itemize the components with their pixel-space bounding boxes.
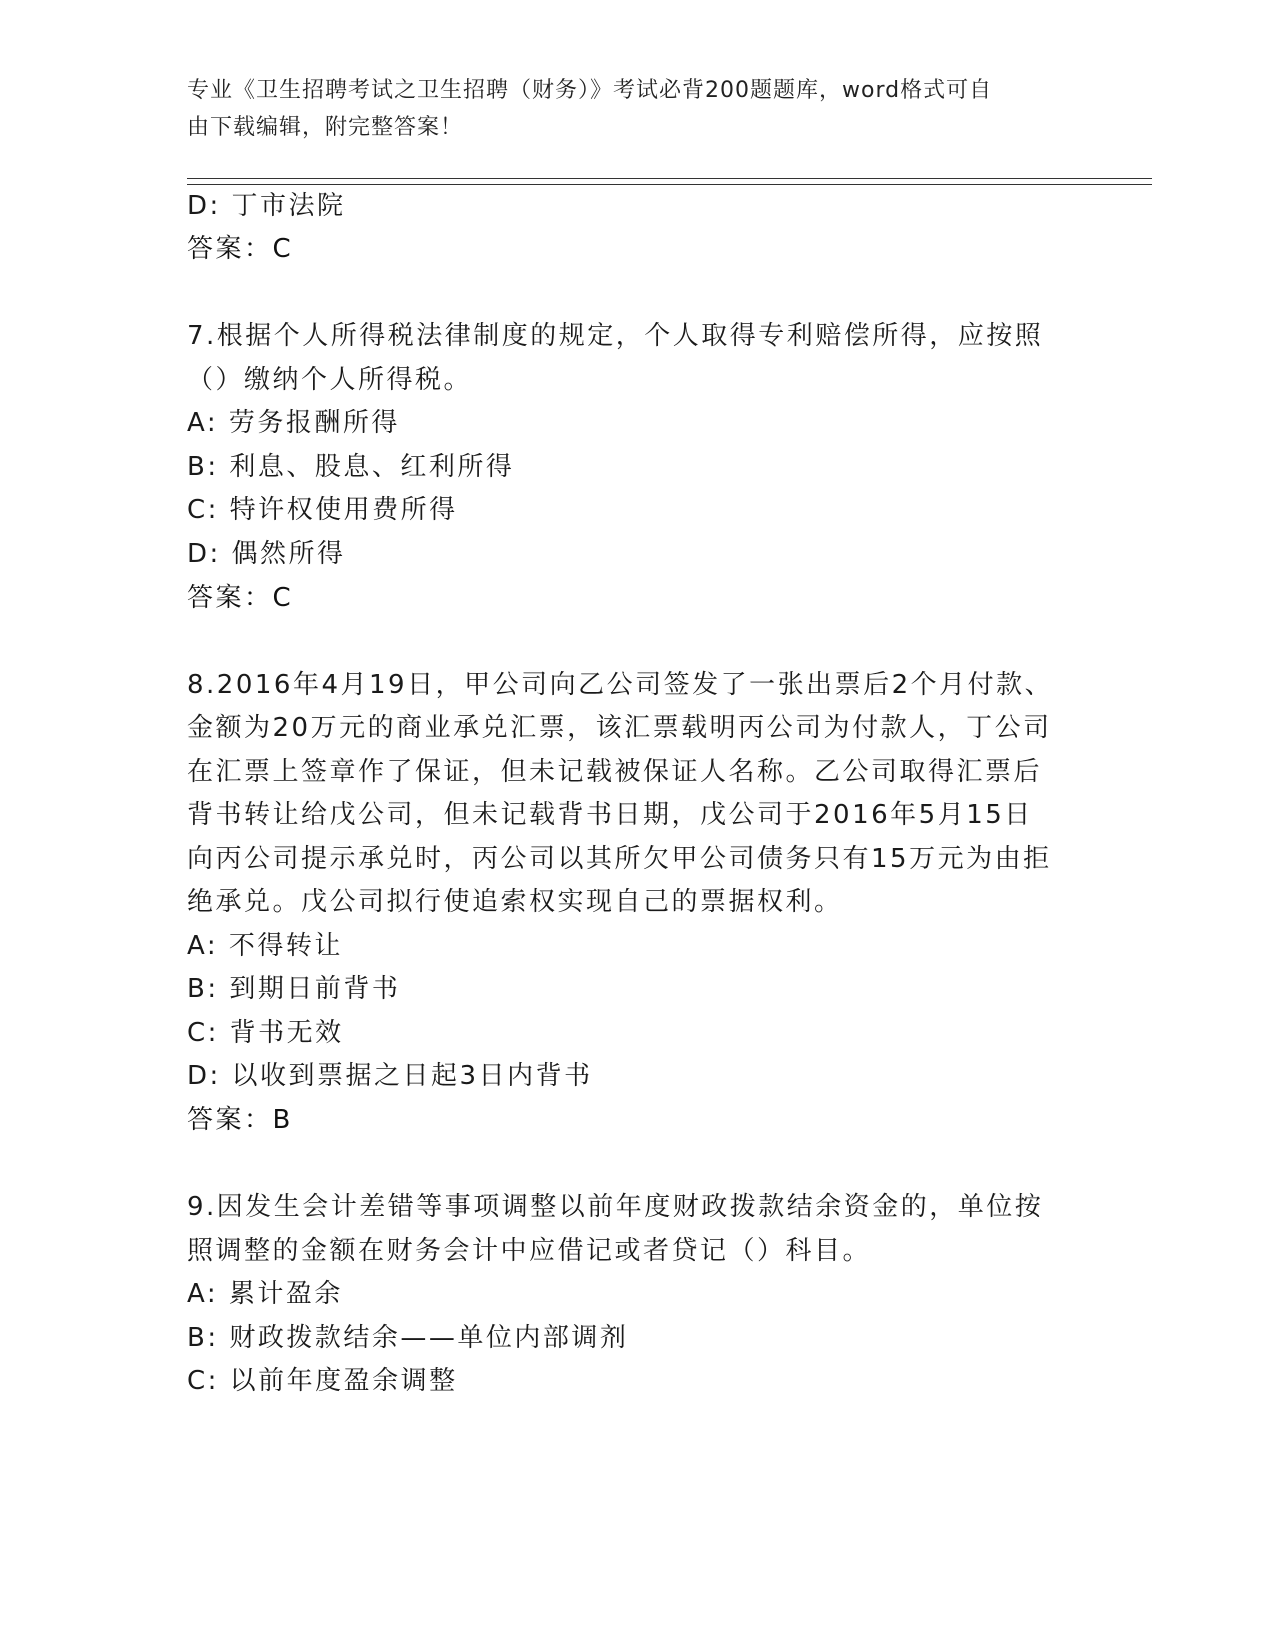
q9-stem-line-1: 9.因发生会计差错等事项调整以前年度财政拨款结余资金的，单位按 xyxy=(187,1192,1044,1222)
q8-stem-line-3: 在汇票上签章作了保证，但未记载被保证人名称。乙公司取得汇票后 xyxy=(187,757,1043,787)
header-rule-top xyxy=(187,178,1152,179)
q9-option-b: B: 财政拨款结余——单位内部调剂 xyxy=(187,1323,629,1353)
q8-answer: 答案：B xyxy=(187,1105,293,1135)
header-line-2: 由下载编辑，附完整答案！ xyxy=(187,115,464,140)
header-rule-bottom xyxy=(187,184,1152,185)
q8-stem-line-1: 8.2016年4月19日，甲公司向乙公司签发了一张出票后2个月付款、 xyxy=(187,670,1054,700)
q8-stem-line-4: 背书转让给戊公司，但未记载背书日期，戊公司于2016年5月15日 xyxy=(187,800,1033,830)
q8-stem-line-2: 金额为20万元的商业承兑汇票，该汇票载明丙公司为付款人，丁公司 xyxy=(187,713,1052,743)
q6-option-d: D: 丁市法院 xyxy=(187,191,346,221)
q8-option-d: D: 以收到票据之日起3日内背书 xyxy=(187,1061,593,1091)
q8-stem-line-6: 绝承兑。戊公司拟行使追索权实现自己的票据权利。 xyxy=(187,887,843,917)
q8-option-a: A: 不得转让 xyxy=(187,931,343,961)
q7-option-d: D: 偶然所得 xyxy=(187,539,346,569)
q7-option-c: C: 特许权使用费所得 xyxy=(187,495,458,525)
q7-stem-line-1: 7.根据个人所得税法律制度的规定，个人取得专利赔偿所得，应按照 xyxy=(187,321,1044,351)
q7-option-b: B: 利息、股息、红利所得 xyxy=(187,452,515,482)
document-header xyxy=(187,72,1067,146)
q9-option-c: C: 以前年度盈余调整 xyxy=(187,1366,458,1396)
q7-option-a: A: 劳务报酬所得 xyxy=(187,408,400,438)
q8-option-b: B: 到期日前背书 xyxy=(187,974,401,1004)
q8-stem-line-5: 向丙公司提示承兑时，丙公司以其所欠甲公司债务只有15万元为由拒 xyxy=(187,844,1052,874)
header-line-1: 专业《卫生招聘考试之卫生招聘（财务）》考试必背200题题库，word格式可自 xyxy=(187,78,993,103)
q9-option-a: A: 累计盈余 xyxy=(187,1279,343,1309)
q7-stem-line-2: （）缴纳个人所得税。 xyxy=(187,365,473,395)
q7-answer: 答案：C xyxy=(187,583,294,613)
q8-option-c: C: 背书无效 xyxy=(187,1018,344,1048)
q9-stem-line-2: 照调整的金额在财务会计中应借记或者贷记（）科目。 xyxy=(187,1236,872,1266)
q6-answer: 答案：C xyxy=(187,234,294,264)
